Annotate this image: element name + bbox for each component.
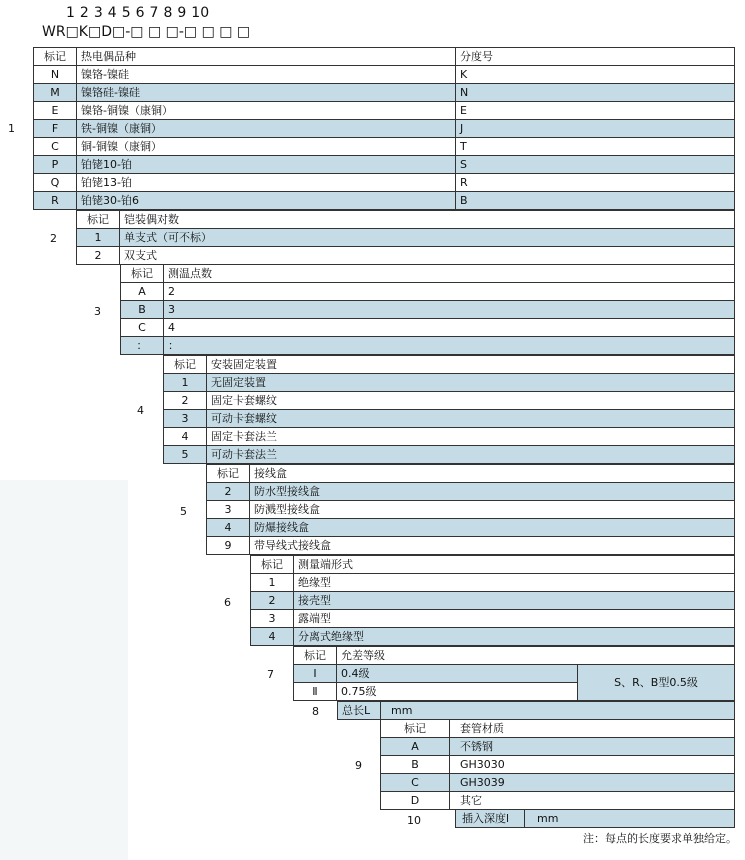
s5-header-mark: 标记 (206, 464, 250, 483)
s5-header-desc: 接线盒 (249, 464, 735, 483)
s4-header-mark: 标记 (163, 355, 207, 374)
group-number-8: 8 (312, 705, 319, 718)
footnote: 注：每点的长度要求单独给定。 (583, 832, 737, 845)
s6-mark: 2 (250, 591, 294, 610)
s5-desc: 防水型接线盒 (249, 482, 735, 501)
s2-mark: 1 (76, 228, 120, 247)
s4-desc: 固定卡套螺纹 (206, 391, 735, 410)
s3-header-mark: 标记 (120, 264, 164, 283)
s6-mark: 3 (250, 609, 294, 628)
s9-desc: 不锈钢 (449, 737, 735, 756)
s5-desc: 防爆接线盒 (249, 518, 735, 537)
s3-desc: ： (163, 336, 735, 355)
s6-mark: 4 (250, 627, 294, 646)
s5-mark: 4 (206, 518, 250, 537)
digit: 10 (191, 5, 210, 21)
s1-type: 铁-铜镍（康铜） (76, 119, 456, 138)
s2-mark: 2 (76, 246, 120, 265)
s2-header-mark: 标记 (76, 210, 120, 229)
s8-label: 总长L (337, 701, 381, 720)
group-number-5: 5 (180, 505, 187, 518)
s1-grad: K (455, 65, 735, 84)
digit: 4 (107, 5, 117, 21)
s3-desc: 4 (163, 318, 735, 337)
s1-mark: E (33, 101, 77, 120)
s1-header-mark: 标记 (33, 47, 77, 66)
s4-mark: 2 (163, 391, 207, 410)
group-number-7: 7 (267, 668, 274, 681)
side-tint (0, 480, 128, 860)
s9-desc: GH3030 (449, 755, 735, 774)
s1-mark: R (33, 191, 77, 210)
s4-mark: 5 (163, 445, 207, 464)
s9-desc: 其它 (449, 791, 735, 810)
s1-grad: N (455, 83, 735, 102)
s6-desc: 接壳型 (293, 591, 735, 610)
s5-mark: 2 (206, 482, 250, 501)
s6-header-mark: 标记 (250, 555, 294, 574)
s1-mark: Q (33, 173, 77, 192)
s9-mark: D (380, 791, 450, 810)
s3-mark: B (120, 300, 164, 319)
s1-mark: N (33, 65, 77, 84)
model-code: WR□K□D□-□ □ □-□ □ □ □ (42, 24, 251, 40)
s9-mark: A (380, 737, 450, 756)
s1-grad: B (455, 191, 735, 210)
digit: 7 (149, 5, 159, 21)
s7-desc: 0.75级 (336, 682, 578, 701)
s4-mark: 4 (163, 427, 207, 446)
digit: 1 (66, 5, 75, 21)
s4-desc: 固定卡套法兰 (206, 427, 735, 446)
s10-label: 插入深度l (455, 809, 525, 828)
group-number-2: 2 (50, 232, 57, 245)
s1-type: 铜-铜镍（康铜） (76, 137, 456, 156)
s9-header-mark: 标记 (380, 719, 450, 738)
s3-desc: 3 (163, 300, 735, 319)
s1-type: 铂铑30-铂6 (76, 191, 456, 210)
s7-mark: Ⅱ (293, 682, 337, 701)
s3-mark: A (120, 282, 164, 301)
s6-header-desc: 测量端形式 (293, 555, 735, 574)
s10-unit: mm (524, 809, 735, 828)
s5-mark: 3 (206, 500, 250, 519)
s4-header-desc: 安装固定装置 (206, 355, 735, 374)
s1-mark: P (33, 155, 77, 174)
s6-desc: 绝缘型 (293, 573, 735, 592)
s7-desc: 0.4级 (336, 664, 578, 683)
digit: 3 (93, 5, 103, 21)
s2-desc: 单支式（可不标） (119, 228, 735, 247)
s1-mark: F (33, 119, 77, 138)
s5-mark: 9 (206, 536, 250, 555)
digit: 8 (163, 5, 173, 21)
s1-type: 镍铬硅-镍硅 (76, 83, 456, 102)
s8-unit: mm (380, 701, 735, 720)
s9-header-desc: 套管材质 (449, 719, 735, 738)
s1-type: 镍铬-镍硅 (76, 65, 456, 84)
s3-mark: ： (120, 336, 164, 355)
position-digits (66, 5, 214, 21)
s4-mark: 3 (163, 409, 207, 428)
s1-grad: E (455, 101, 735, 120)
s6-desc: 露端型 (293, 609, 735, 628)
s1-type: 铂铑13-铂 (76, 173, 456, 192)
s2-header-desc: 铠装偶对数 (119, 210, 735, 229)
digit: 2 (79, 5, 89, 21)
digit: 6 (135, 5, 145, 21)
s5-desc: 防溅型接线盒 (249, 500, 735, 519)
s1-grad: J (455, 119, 735, 138)
s1-grad: S (455, 155, 735, 174)
digit: 5 (121, 5, 131, 21)
group-number-1: 1 (8, 122, 15, 135)
s7-header-mark: 标记 (293, 646, 337, 665)
s1-header-grad: 分度号 (455, 47, 735, 66)
s9-desc: GH3039 (449, 773, 735, 792)
s6-mark: 1 (250, 573, 294, 592)
s1-grad: R (455, 173, 735, 192)
s1-mark: M (33, 83, 77, 102)
s4-desc: 可动卡套法兰 (206, 445, 735, 464)
group-number-9: 9 (355, 759, 362, 772)
s5-desc: 带导线式接线盒 (249, 536, 735, 555)
s6-desc: 分离式绝缘型 (293, 627, 735, 646)
s1-grad: T (455, 137, 735, 156)
s7-note: S、R、B型0.5级 (577, 664, 735, 701)
s1-header-type: 热电偶品种 (76, 47, 456, 66)
s9-mark: C (380, 773, 450, 792)
s9-mark: B (380, 755, 450, 774)
group-number-3: 3 (94, 305, 101, 318)
s4-desc: 可动卡套螺纹 (206, 409, 735, 428)
s3-mark: C (120, 318, 164, 337)
digit: 9 (177, 5, 187, 21)
s1-type: 镍铬-铜镍（康铜） (76, 101, 456, 120)
s1-mark: C (33, 137, 77, 156)
s2-desc: 双支式 (119, 246, 735, 265)
s7-header-desc: 允差等级 (336, 646, 735, 665)
s4-desc: 无固定装置 (206, 373, 735, 392)
s1-type: 铂铑10-铂 (76, 155, 456, 174)
group-number-10: 10 (407, 814, 421, 827)
s3-desc: 2 (163, 282, 735, 301)
s4-mark: 1 (163, 373, 207, 392)
s7-mark: Ⅰ (293, 664, 337, 683)
group-number-6: 6 (224, 596, 231, 609)
s3-header-desc: 测温点数 (163, 264, 735, 283)
group-number-4: 4 (137, 404, 144, 417)
